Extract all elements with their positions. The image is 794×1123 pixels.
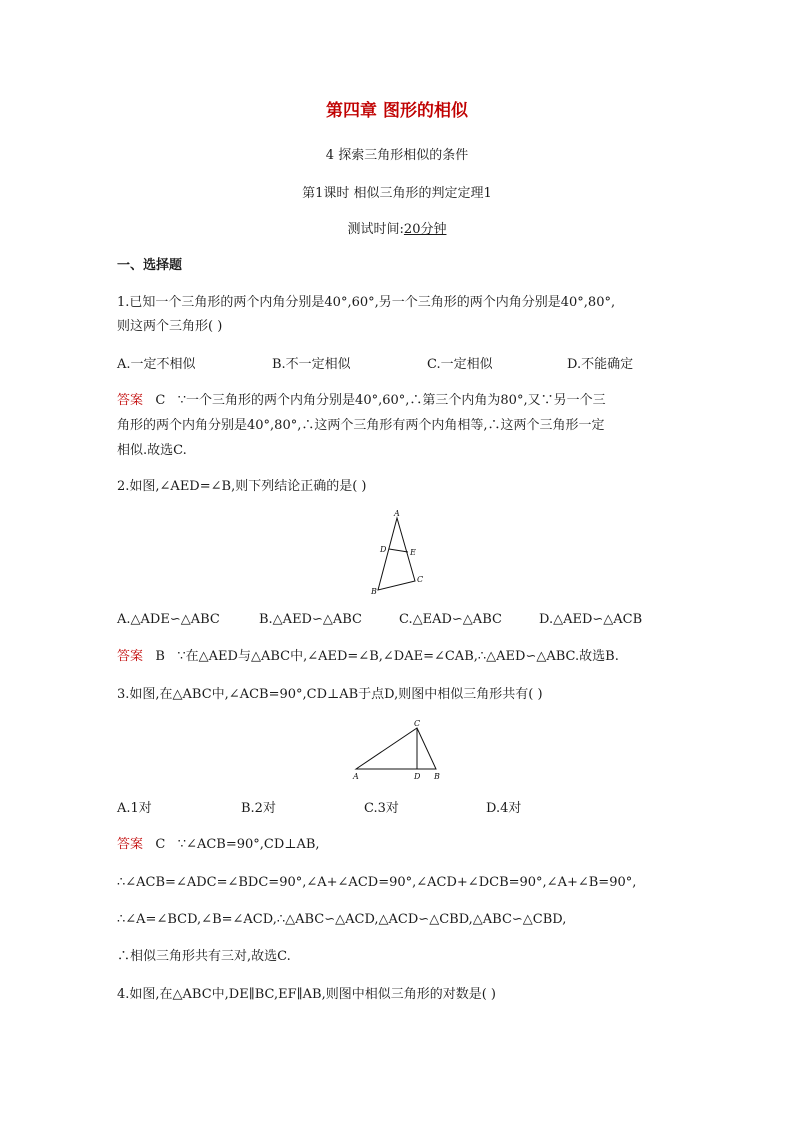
q3-label-b: B — [434, 772, 440, 781]
q2-stem: 2.如图,∠AED=∠B,则下列结论正确的是( ) — [117, 479, 367, 494]
q2-answer-choice: B — [155, 649, 165, 664]
q3-solution-line-4: ∴相似三角形共有三对,故选C. — [117, 949, 291, 964]
q2-answer-line — [117, 644, 619, 670]
q2-option-c: C.△EAD∽△ABC — [399, 612, 502, 627]
q1-option-c: C.一定相似 — [427, 357, 493, 372]
q1-solution-line-1: ∵一个三角形的两个内角分别是40°,60°,∴第三个内角为80°,又∵另一个三 — [177, 393, 606, 408]
q1-stem-line-1: 1.已知一个三角形的两个内角分别是40°,60°,另一个三角形的两个内角分别是40°,80°, — [117, 295, 616, 310]
q2-label-d: D — [380, 545, 387, 554]
q1-option-b: B.不一定相似 — [272, 357, 351, 372]
section-heading: 一、选择题 — [117, 258, 183, 273]
q3-label-a: A — [353, 772, 359, 781]
q1-option-a: A.一定不相似 — [117, 357, 196, 372]
q2-triangle-figure — [366, 508, 426, 598]
q1-solution-line-2: 角形的两个内角分别是40°,80°,∴这两个三角形有两个内角相等,∴这两个三角形一定 — [117, 418, 605, 433]
q1-option-d: D.不能确定 — [567, 357, 634, 372]
q3-option-c: C.3对 — [364, 801, 399, 816]
q2-segment-de — [389, 549, 408, 552]
q3-label-d: D — [414, 772, 421, 781]
test-time — [0, 218, 794, 237]
q1-solution-line-3: 相似.故选C. — [117, 443, 187, 458]
q3-solution-line-1: ∵∠ACB=90°,CD⊥AB, — [177, 837, 320, 852]
q3-answer-choice: C — [155, 837, 166, 852]
q3-answer-line — [117, 832, 320, 858]
test-time-label: 测试时间: — [347, 222, 404, 237]
q2-label-c: C — [417, 575, 424, 584]
q3-option-b: B.2对 — [241, 801, 276, 816]
q3-stem: 3.如图,在△ABC中,∠ACB=90°,CD⊥AB于点D,则图中相似三角形共有( ) — [117, 687, 543, 702]
q2-option-a: A.△ADE∽△ABC — [117, 612, 220, 627]
q2-label-b: B — [371, 587, 377, 596]
section-title: 4 探索三角形相似的条件 — [325, 148, 469, 163]
test-time-value: 20分钟 — [403, 222, 447, 237]
chapter-title: 第四章 图形的相似 — [326, 101, 468, 121]
q3-answer-label: 答案 — [117, 837, 144, 852]
q3-solution-line-2: ∴∠ACB=∠ADC=∠BDC=90°,∠A+∠ACD=90°,∠ACD+∠DCB=90°,∠A+∠B=90°, — [117, 875, 637, 890]
q4-stem: 4.如图,在△ABC中,DE∥BC,EF∥AB,则图中相似三角形的对数是( ) — [117, 987, 496, 1002]
q2-label-e: E — [410, 548, 416, 557]
q3-triangle-abc — [356, 728, 436, 769]
q2-option-d: D.△AED∽△ACB — [539, 612, 643, 627]
q2-option-b: B.△AED∽△ABC — [259, 612, 363, 627]
lesson-title: 第1课时 相似三角形的判定定理1 — [302, 186, 492, 201]
q3-solution-line-3: ∴∠A=∠BCD,∠B=∠ACD,∴△ABC∽△ACD,△ACD∽△CBD,△ABC∽△CBD, — [117, 912, 567, 927]
q2-solution: ∵在△AED与△ABC中,∠AED=∠B,∠DAE=∠CAB,∴△AED∽△ABC.故选B. — [177, 649, 619, 664]
q1-stem-line-2: 则这两个三角形( ) — [117, 319, 223, 334]
q1-answer-line-1 — [117, 388, 606, 414]
q3-triangle-figure — [348, 718, 448, 782]
q3-option-d: D.4对 — [486, 801, 522, 816]
q1-answer-choice: C — [155, 393, 166, 408]
q3-label-c: C — [414, 719, 421, 728]
q1-answer-label: 答案 — [117, 393, 144, 408]
q2-label-a: A — [394, 509, 400, 518]
q2-answer-label: 答案 — [117, 649, 144, 664]
q3-option-a: A.1对 — [117, 801, 152, 816]
